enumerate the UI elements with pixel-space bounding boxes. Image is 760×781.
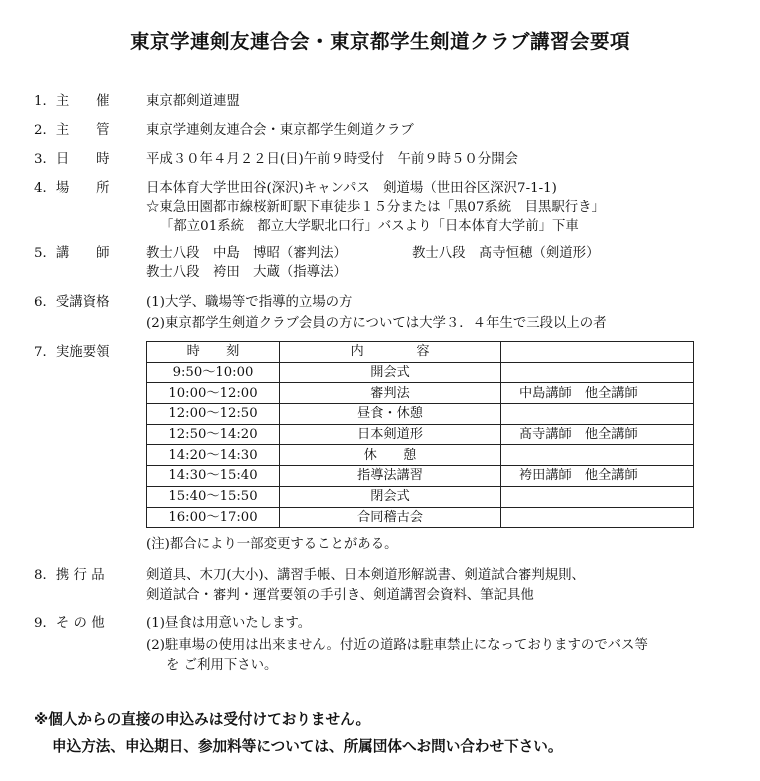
row-time: 14:20～14:30 [147, 445, 280, 466]
row-instructor [501, 445, 694, 466]
section-3-text: 平成３０年４月２２日(日)午前９時受付 午前９時５０分開会 [146, 152, 518, 167]
section-4-line-1: 日本体育大学世田谷(深沢)キャンパス 剣道場（世田谷区深沢7-1-1) [146, 181, 557, 196]
section-6-label: 6．受講資格 [34, 295, 110, 310]
row-content: 審判法 [280, 383, 501, 404]
row-content: 合同稽古会 [280, 507, 501, 528]
row-content: 昼食・休憩 [280, 404, 501, 425]
schedule-table [146, 341, 694, 528]
schedule-row [147, 383, 694, 404]
section-9-label: 9．そ の 他 [34, 616, 105, 631]
row-time: 12:00～12:50 [147, 404, 280, 425]
section-2-text: 東京学連剣友連合会・東京都学生剣道クラブ [146, 123, 414, 138]
section-9-line-3: を ご利用下さい。 [166, 658, 278, 673]
schedule-row [147, 507, 694, 528]
section-4-label: 4．場 所 [34, 181, 110, 196]
schedule-row [147, 404, 694, 425]
row-instructor [501, 404, 694, 425]
row-time: 9:50～10:00 [147, 362, 280, 383]
section-2-label: 2．主 管 [34, 123, 110, 138]
header-time: 時 刻 [147, 342, 280, 363]
document-title: 東京学連剣友連合会・東京都学生剣道クラブ講習会要項 [129, 30, 630, 53]
row-time: 14:30～15:40 [147, 466, 280, 487]
schedule-row [147, 445, 694, 466]
schedule-row [147, 424, 694, 445]
row-instructor [501, 486, 694, 507]
section-6-line-1: (1)大学、職場等で指導的立場の方 [146, 295, 353, 310]
section-4-line-3: 「都立01系統 都立大学駅北口行」バスより「日本体育大学前」下車 [160, 219, 579, 234]
row-instructor [501, 507, 694, 528]
section-3-label: 3．日 時 [34, 152, 110, 167]
row-instructor: 袴田講師 他全講師 [501, 466, 694, 487]
row-content: 日本剣道形 [280, 424, 501, 445]
schedule-row [147, 466, 694, 487]
instructor-1: 教士八段 中島 博昭（審判法） [146, 246, 347, 261]
schedule-note: (注)都合により一部変更することがある。 [146, 537, 398, 552]
instructor-2: 教士八段 髙寺恒穂（剣道形） [412, 246, 600, 261]
row-instructor: 髙寺講師 他全講師 [501, 424, 694, 445]
section-9-line-1: (1)昼食は用意いたします。 [146, 616, 312, 631]
schedule-row [147, 362, 694, 383]
schedule-header-row [147, 342, 694, 363]
section-9-line-2: (2)駐車場の使用は出来ません。付近の道路は駐車禁止になっておりますのでバス等 [146, 638, 648, 653]
row-time: 15:40～15:50 [147, 486, 280, 507]
section-8-line-2: 剣道試合・審判・運営要領の手引き、剣道講習会資料、筆記具他 [146, 588, 534, 603]
row-content: 閉会式 [280, 486, 501, 507]
header-content: 内 容 [280, 342, 501, 363]
row-time: 10:00～12:00 [147, 383, 280, 404]
row-time: 12:50～14:20 [147, 424, 280, 445]
row-instructor: 中島講師 他全講師 [501, 383, 694, 404]
notice-line-2: 申込方法、申込期日、参加料等については、所属団体へお問い合わせ下さい。 [52, 738, 563, 755]
row-content: 指導法講習 [280, 466, 501, 487]
row-content: 休 憩 [280, 445, 501, 466]
row-time: 16:00～17:00 [147, 507, 280, 528]
instructor-3: 教士八段 袴田 大蔵（指導法） [146, 265, 347, 280]
section-8-line-1: 剣道具、木刀(大小)、講習手帳、日本剣道形解説書、剣道試合審判規則、 [146, 568, 585, 583]
section-1-text: 東京都剣道連盟 [146, 94, 240, 109]
schedule-row [147, 486, 694, 507]
section-1-label: 1．主 催 [34, 94, 110, 109]
section-5-label: 5．講 師 [34, 246, 110, 261]
section-8-label: 8．携 行 品 [34, 568, 105, 583]
header-instructor [501, 342, 694, 363]
section-7-label: 7．実施要領 [34, 345, 110, 360]
section-6-line-2: (2)東京都学生剣道クラブ会員の方については大学３．４年生で三段以上の者 [146, 316, 607, 331]
row-instructor [501, 362, 694, 383]
section-4-line-2: ☆東急田園都市線桜新町駅下車徒歩１５分または「黒07系統 目黒駅行き」 [146, 200, 605, 215]
row-content: 開会式 [280, 362, 501, 383]
notice-line-1: ※個人からの直接の申込みは受付けておりません。 [34, 711, 371, 728]
